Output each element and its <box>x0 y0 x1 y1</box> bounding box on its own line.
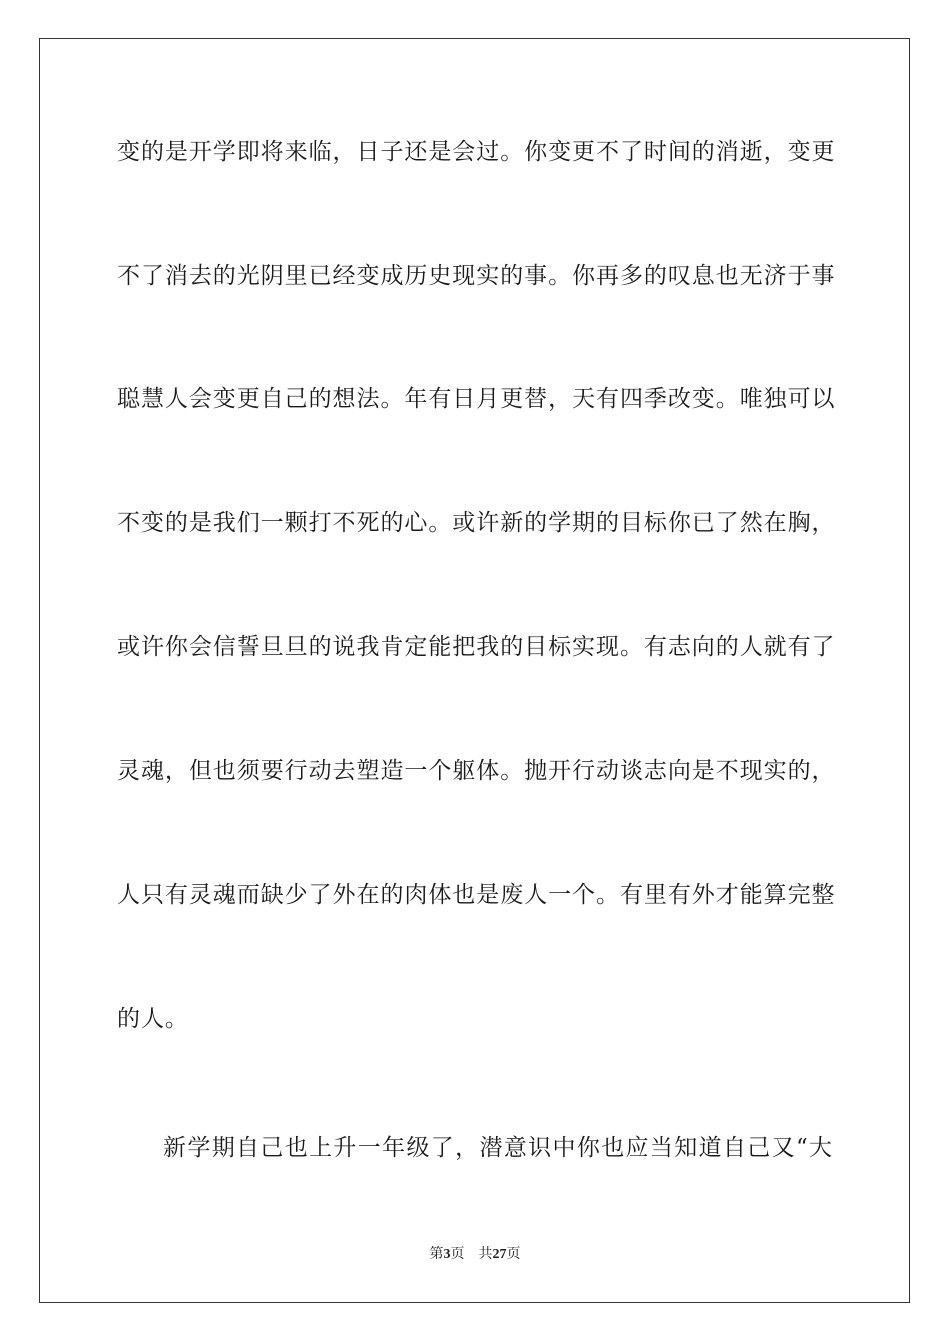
page-footer <box>0 1246 950 1264</box>
footer-total-pages: 27 <box>492 1247 507 1262</box>
body-text-line-3: 聪慧人会变更自己的想法。年有日月更替，天有四季改变。唯独可以 <box>117 386 836 412</box>
body-text-line-2: 不了消去的光阴里已经变成历史现实的事。你再多的叹息也无济于事 <box>117 263 836 289</box>
footer-total-suffix: 页 <box>506 1247 521 1262</box>
body-text-line-9: 新学期自己也上升一年级了，潜意识中你也应当知道自己又“大 <box>163 1135 833 1161</box>
body-text-line-5: 或许你会信誓旦旦的说我肯定能把我的目标实现。有志向的人就有了 <box>117 634 836 660</box>
footer-total-prefix: 共 <box>478 1247 493 1262</box>
body-text-line-1: 变的是开学即将来临，日子还是会过。你变更不了时间的消逝，变更 <box>117 139 836 165</box>
footer-page-number: 3 <box>443 1247 451 1262</box>
body-text-line-7: 人只有灵魂而缺少了外在的肉体也是废人一个。有里有外才能算完整 <box>117 882 836 908</box>
footer-page-prefix: 第 <box>429 1247 444 1262</box>
body-text-line-6: 灵魂，但也须要行动去塑造一个躯体。抛开行动谈志向是不现实的， <box>117 758 836 784</box>
body-text-line-4: 不变的是我们一颗打不死的心。或许新的学期的目标你已了然在胸， <box>117 510 836 536</box>
body-text-line-8: 的人。 <box>117 1006 189 1032</box>
page-border <box>39 38 910 1303</box>
footer-page-suffix: 页 <box>450 1247 465 1262</box>
